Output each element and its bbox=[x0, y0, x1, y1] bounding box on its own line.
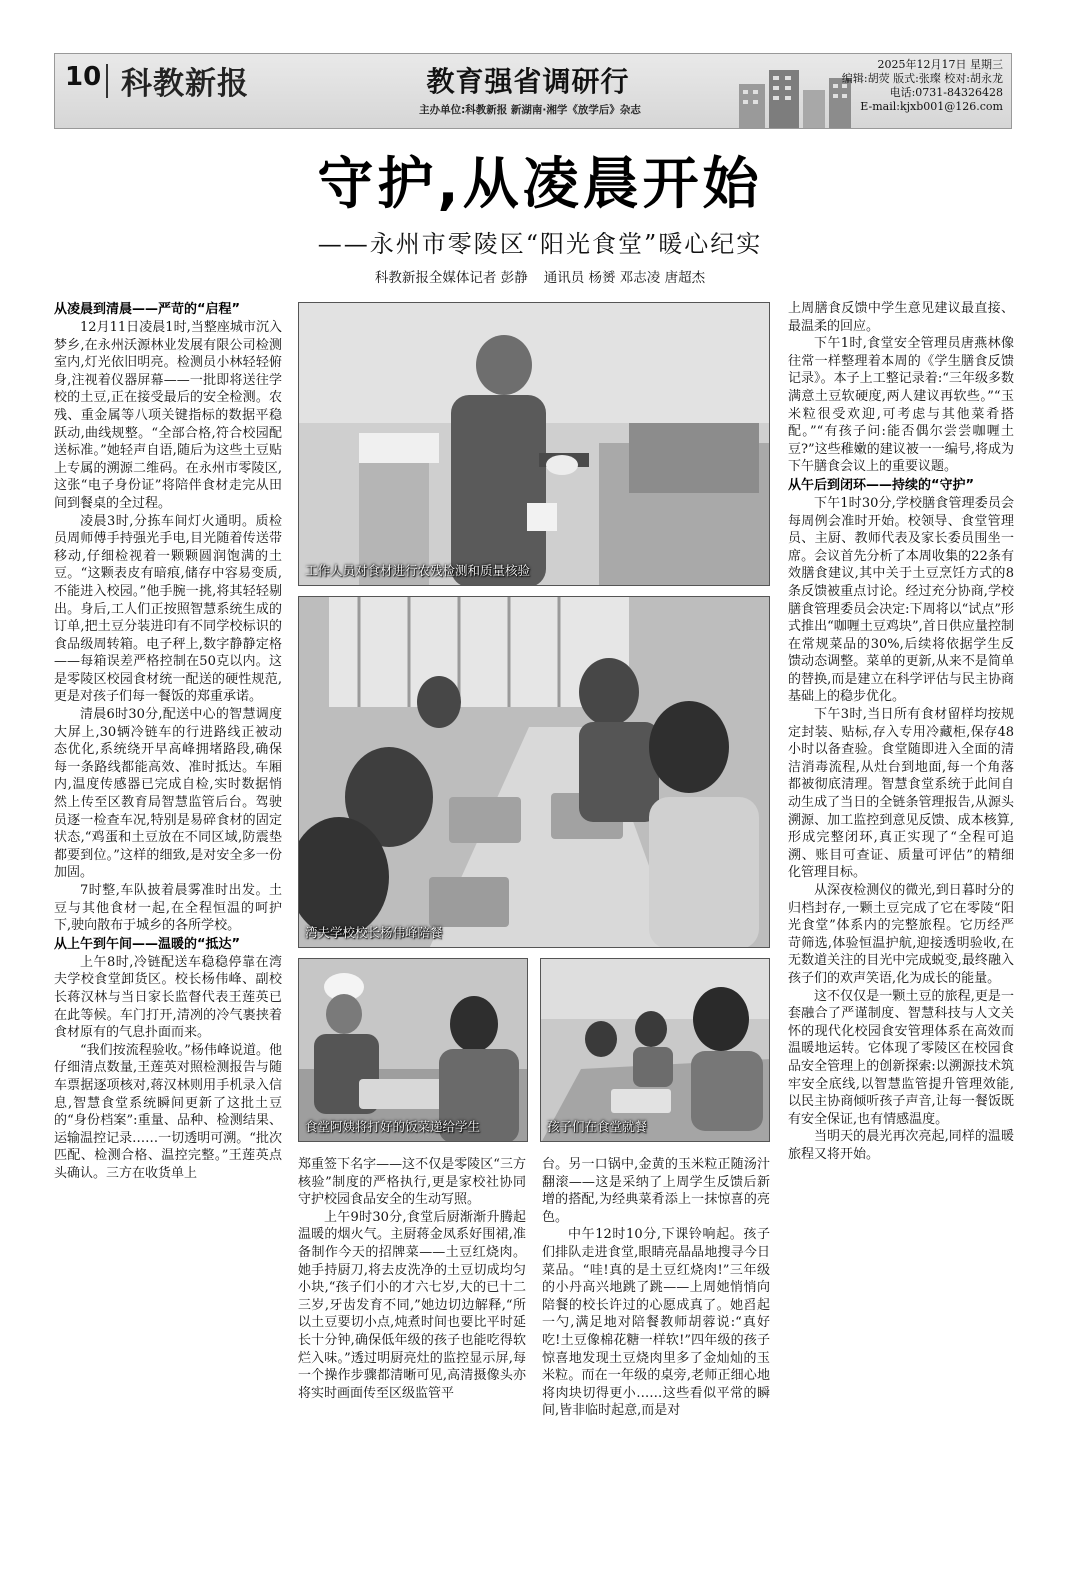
editors-line: 编辑:胡荧 版式:张璨 校对:胡永龙 bbox=[841, 72, 1003, 85]
byline-contributors: 通讯员 杨赟 邓志凌 唐超杰 bbox=[543, 270, 706, 286]
issue-info bbox=[842, 58, 1003, 114]
page-number: 10 bbox=[65, 62, 102, 92]
photo-serving-food-image bbox=[299, 959, 528, 1142]
column-title: 教育强省调研行 bbox=[426, 65, 630, 98]
photo-serving-food bbox=[298, 958, 528, 1142]
paragraph: 当明天的晨光再次亮起,同样的温暖旅程又将开始。 bbox=[788, 1129, 1014, 1162]
text-column-4 bbox=[788, 300, 1014, 1550]
byline-reporter: 科教新报全媒体记者 彭静 bbox=[374, 270, 528, 286]
building-graphic bbox=[735, 64, 855, 128]
paragraph: 下午1时30分,学校膳食管理委员会每周例会准时开始。校领导、食堂管理员、主厨、教师代表及家长委员围坐一席。会议首先分析了本周收集的22条有效膳食建议,其中关于土豆烹饪方式的8条反馈被重点讨论。经过充分协商,学校膳食管理委员会决定:下周将以“试点”形式推出“咖喱土豆鸡块”,首日供应量控制在常规菜品的30%,后续将依据学生反馈动态调整。菜单的更新,从来不是简单的替换,而是建立在科学评估与民主协商基础上的稳步优化。 bbox=[788, 495, 1014, 705]
phone-line: 电话:0731-84326428 bbox=[889, 86, 1003, 99]
paragraph: 中午12时10分,下课铃响起。孩子们排队走进食堂,眼睛亮晶晶地搜寻今日菜品。“哇!真的是土豆红烧肉!”三年级的小丹高兴地跳了跳——上周她悄悄向陪餐的校长许过的心愿成真了。她舀起一勺,满足地对陪餐教师胡蓉说:“真好吃!土豆像棉花糖一样软!”四年级的孩子惊喜地发现土豆烧肉里多了金灿灿的玉米粒。而在一年级的桌旁,老师正细心地将肉块切得更小……这些看似平常的瞬间,皆非临时起意,而是对 bbox=[542, 1227, 770, 1419]
photo-children-eating-image bbox=[541, 959, 770, 1142]
issue-date: 2025年12月17日 星期三 bbox=[877, 58, 1003, 71]
text-column-2 bbox=[298, 1156, 526, 1550]
paragraph: 12月11日凌晨1时,当整座城市沉入梦乡,在永州沃源林业发展有限公司检测室内,灯光依旧明亮。检测员小林轻轻俯身,注视着仪器屏幕——一批即将送往学校的土豆,正在接受最后的安全检测。农残、重金属等八项关键指标的数据平稳跃动,曲线规整。“全部合格,符合校园配送标准。”她轻声自语,随后为这些土豆贴上专属的溯源二维码。在永州市零陵区,这张“电子身份证”将陪伴食材走完从田间到餐桌的全过程。 bbox=[54, 320, 282, 511]
text-column-1 bbox=[54, 300, 282, 1550]
paragraph: 下午1时,食堂安全管理员唐燕林像往常一样整理着本周的《学生膳食反馈记录》。本子上工整记录着:“三年级多数满意土豆软硬度,两人建议再软些。”“玉米粒很受欢迎,可考虑与其他菜肴搭配。”“有孩子问:能否偶尔尝尝咖喱土豆?”这些稚嫩的建议被一一编号,将成为下午膳食会议上的重要议题。 bbox=[788, 336, 1014, 475]
masthead bbox=[54, 53, 1012, 129]
paragraph: “我们按流程验收。”杨伟峰说道。他仔细清点数量,王莲英对照检测报告与随车票据逐项核对,蒋汉林则用手机录入信息,智慧食堂系统瞬间更新了这批土豆的“身份档案”:重量、品种、检测结果、运输温控记录……一切透明可溯。“批次匹配、检测合格、温控完整。”王莲英点头确认。三方在收货单上 bbox=[54, 1042, 282, 1181]
section-heading-3: 从午后到闭环——持续的“守护” bbox=[788, 477, 975, 493]
sponsor-line: 主办单位:科教新报 新湖南·湘学《放学后》杂志 bbox=[419, 104, 641, 116]
article-title: 守护,从凌晨开始 bbox=[317, 152, 763, 217]
newspaper-name: 科教新报 bbox=[121, 66, 249, 102]
photo-caption-4: 孩子们在食堂就餐 bbox=[547, 1119, 648, 1134]
section-heading-1: 从凌晨到清晨——严苛的“启程” bbox=[54, 302, 241, 317]
photo-food-testing-image bbox=[299, 303, 770, 586]
masthead-divider bbox=[106, 64, 108, 98]
photo-caption-3: 食堂阿姨将打好的饭菜递给学生 bbox=[305, 1119, 481, 1134]
paragraph: 下午3时,当日所有食材留样均按规定封装、贴标,存入专用冷藏柜,保存48小时以备查验。食堂随即进入全面的清洁消毒流程,从灶台到地面,每一个角落都被彻底清理。智慧食堂系统于此间自动生成了当日的全链条管理报告,从源头溯源、加工监控到意见反馈、成本核算,形成完整闭环,真正实现了“全程可追溯、账目可查证、质量可评估”的精细化管理目标。 bbox=[788, 707, 1014, 881]
photo-caption-2: 湾夫学校校长杨伟峰陪餐 bbox=[305, 925, 443, 940]
section-heading-2: 从上午到午间——温暖的“抵达” bbox=[54, 936, 241, 952]
paragraph: 凌晨3时,分拣车间灯火通明。质检员周师傅手持强光手电,目光随着传送带移动,仔细检视着一颗颗圆润饱满的土豆。“这颗表皮有暗痕,储存中容易变质,不能进入校园。”他手腕一挑,将其轻轻剔出。身后,工人们正按照智慧系统生成的订单,把土豆分装进印有不同学校标识的食品级周转箱。电子秤上,数字静静定格——每箱误差严格控制在50克以内。这是零陵区校园食材统一配送的硬性规范,更是对孩子们每一餐饭的郑重承诺。 bbox=[54, 513, 282, 705]
text-column-3 bbox=[542, 1156, 770, 1550]
photo-principal-dining bbox=[298, 596, 770, 948]
photo-food-testing bbox=[298, 302, 770, 586]
paragraph: 7时整,车队披着晨雾准时出发。土豆与其他食材一起,在全程恒温的呵护下,驶向散布于城乡的各所学校。 bbox=[54, 883, 282, 934]
paragraph: 上周膳食反馈中学生意见建议最直接、最温柔的回应。 bbox=[788, 301, 1014, 334]
paragraph: 上午8时,冷链配送车稳稳停靠在湾夫学校食堂卸货区。校长杨伟峰、副校长蒋汉林与当日家长监督代表王莲英已在此等候。车门打开,清冽的冷气裹挟着食材原有的气息扑面而来。 bbox=[54, 954, 282, 1041]
paragraph: 上午9时30分,食堂后厨渐渐升腾起温暖的烟火气。主厨蒋金凤系好围裙,准备制作今天的招牌菜——土豆红烧肉。她手持厨刀,将去皮洗净的土豆切成均匀小块,“孩子们小的才六七岁,大的已十二三岁,牙齿发育不同,”她边切边解释,“所以土豆要切小点,炖煮时间也要比平时延长十分钟,确保低年级的孩子也能吃得软烂入味。”透过明厨亮灶的监控显示屏,每一个操作步骤都清晰可见,高清摄像头亦将实时画面传至区级监管平 bbox=[298, 1209, 526, 1401]
email-line: E-mail:kjxb001@126.com bbox=[860, 100, 1003, 113]
byline bbox=[0, 266, 1080, 286]
photo-caption-1: 工作人员对食材进行农残检测和质量核验 bbox=[305, 563, 531, 578]
photo-children-eating bbox=[540, 958, 770, 1142]
paragraph: 清晨6时30分,配送中心的智慧调度大屏上,30辆冷链车的行进路线正被动态优化,系统绕开早高峰拥堵路段,确保每一条路线都能高效、准时抵达。车厢内,温度传感器已完成自检,实时数据悄然上传至区教育局智慧监管后台。驾驶员逐一检查车况,特别是易碎食材的固定状态,“鸡蛋和土豆放在不同区域,防震垫都要到位。”这样的细致,是对安全多一份加固。 bbox=[54, 707, 282, 881]
paragraph: 从深夜检测仪的微光,到日暮时分的归档封存,一颗土豆完成了它在零陵“阳光食堂”体系内的完整旅程。它历经严苛筛选,体验恒温护航,迎接透明验收,在无数道关注的目光中完成蜕变,最终融入孩子们的欢声笑语,化为成长的能量。 bbox=[788, 883, 1014, 986]
paragraph: 郑重签下名字——这不仅是零陵区“三方核验”制度的严格执行,更是家校社协同守护校园食品安全的生动写照。 bbox=[298, 1157, 526, 1208]
paragraph: 这不仅仅是一颗土豆的旅程,更是一套融合了严谨制度、智慧科技与人文关怀的现代化校园食安管理体系在高效而温暖地运转。它体现了零陵区在校园食品安全管理上的创新探索:以溯源技术筑牢安全底线,以智慧监管提升管理效能,以民主协商倾听孩子声音,让每一餐饭既有安全保证,也有情感温度。 bbox=[788, 988, 1014, 1127]
paragraph: 台。另一口锅中,金黄的玉米粒正随汤汁翻滚——这是采纳了上周学生反馈后新增的搭配,为经典菜肴添上一抹惊喜的亮色。 bbox=[542, 1157, 770, 1225]
article-subtitle: ——永州市零陵区“阳光食堂”暖心纪实 bbox=[317, 230, 763, 258]
photo-principal-dining-image bbox=[299, 597, 770, 948]
